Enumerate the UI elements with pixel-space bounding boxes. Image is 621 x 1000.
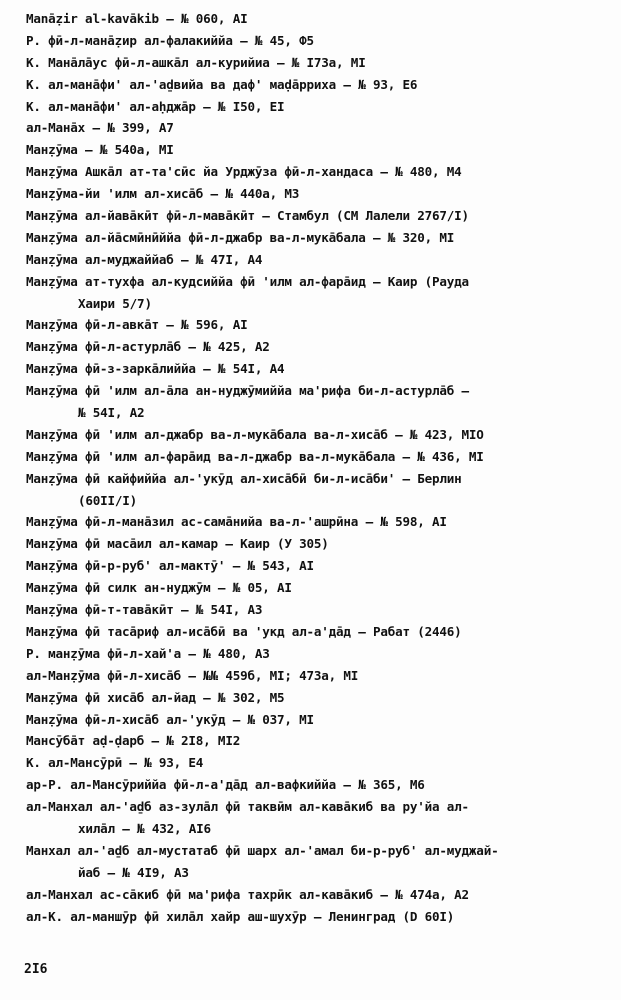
index-entry: Манẓӯма фӣ силк ан-нуджӯм – № 05, AI: [26, 580, 292, 596]
index-entry: Р. манẓӯма фӣ-л-хай'а – № 480, А3: [26, 645, 270, 661]
index-entry-continuation: № 54I, А2: [78, 405, 145, 421]
index-entry: Manāẓir al-kavākib – № 060, AI: [26, 11, 248, 26]
index-entry: Манẓӯма фӣ кайфиййа ал-'укӯд ал-хисāбӣ би-л-исāби' – Берлин: [26, 470, 462, 486]
index-entry: Манẓӯма – № 540а, MI: [26, 142, 174, 158]
index-entry: Манẓӯма фӣ-л-авкāт – № 596, AI: [26, 317, 248, 333]
index-entry: Манẓӯма фӣ-л-астурлāб – № 425, А2: [26, 339, 270, 355]
index-entry: Манẓӯма фӣ-т-тавāкӣт – № 54I, А3: [26, 602, 263, 618]
index-entry: Манẓӯма-йи 'илм ал-хисāб – № 440а, М3: [26, 186, 300, 202]
index-entry: Манẓӯма Ашкāл ат-та'сӣс йа Урджӯза фӣ-л-хандаса – № 480, М4: [26, 164, 462, 180]
index-entry-continuation: хилāл – № 432, AI6: [78, 820, 211, 836]
index-entry: ал-Манхал ал-'аḏб аз-зулāл фӣ таквӣм ал-кавāкиб ва ру'йа ал-: [26, 799, 469, 815]
page-number: 2I6: [24, 962, 48, 977]
index-entry: К. ал-манāфи' ал-'аḏвийа ва даф' маḍāрриха – № 93, Е6: [26, 76, 418, 92]
index-entry: Манẓӯма ал-йавāкӣт фӣ-л-мавāкӣт – Стамбул (СМ Лалели 2767/I): [26, 208, 469, 224]
index-entry-list: [26, 8, 606, 927]
index-entry: ал-Манāх – № 399, А7: [26, 120, 174, 136]
index-entry: ар-Р. ал-Мансӯриййа фӣ-л-а'дāд ал-вафкиййа – № 365, М6: [26, 777, 425, 793]
index-entry: Манẓӯма фӣ-з-заркāлиййа – № 54I, А4: [26, 361, 285, 377]
index-entry: Манẓӯма фӣ-р-руб' ал-мактӯ' – № 543, AI: [26, 558, 314, 574]
index-entry: ал-К. ал-маншӯр фӣ хилāл хайр аш-шухӯр – Ленинград (D 60I): [26, 908, 455, 924]
index-entry: Манẓӯма ал-муджаййаб – № 47I, А4: [26, 251, 263, 267]
index-entry: Манẓӯма фӣ-л-хисāб ал-'укӯд – № 037, MI: [26, 711, 314, 727]
index-entry: Манẓӯма ат-тухфа ал-кудсиййа фӣ 'илм ал-фарāид – Каир (Рауда: [26, 273, 469, 289]
index-entry: Мансӯбāт аḍ-ḍарб – № 2I8, MI2: [26, 733, 241, 749]
index-entry: Р. фӣ-л-манāẓир ал-фалакиййа – № 45, Ф5: [26, 32, 314, 48]
index-entry-continuation: (60II/I): [78, 492, 138, 508]
index-entry: Манẓӯма фӣ 'илм ал-джабр ва-л-мукāбала ва-л-хисāб – № 423, MIO: [26, 426, 484, 442]
index-entry: Манхал ал-'аḏб ал-мустатаб фӣ шарх ал-'амал би-р-руб' ал-муджай-: [26, 842, 499, 858]
index-entry: Манẓӯма фӣ масāил ал-камар – Каир (У 305): [26, 536, 329, 552]
index-entry: К. Манāлāус фӣ-л-ашкāл ал-курийиа – № I73а, MI: [26, 54, 366, 70]
index-entry-continuation: Хаири 5/7): [78, 295, 152, 311]
index-entry: Манẓӯма ал-йāсмӣнӣййа фӣ-л-джабр ва-л-мукāбала – № 320, MI: [26, 229, 455, 245]
index-entry: К. ал-манāфи' ал-аḥджāр – № I50, ЕI: [26, 98, 285, 114]
index-entry-continuation: йаб – № 4I9, А3: [78, 864, 189, 880]
index-entry: Манẓӯма фӣ 'илм ал-āла ан-нуджӯмиййа ма'рифа би-л-астурлāб –: [26, 383, 469, 399]
index-entry: Манẓӯма фӣ тасāриф ал-исāбӣ ва 'укд ал-а'дāд – Рабат (2446): [26, 623, 462, 639]
index-entry: ал-Манхал ас-сāкиб фӣ ма'рифа тахрӣк ал-кавāкиб – № 474а, А2: [26, 886, 469, 902]
index-entry: К. ал-Мансӯрӣ – № 93, Е4: [26, 755, 204, 771]
index-entry: Манẓӯма фӣ-л-манāзил ас-самāнийа ва-л-'ашрӣна – № 598, AI: [26, 514, 447, 530]
index-entry: Манẓӯма фӣ 'илм ал-фарāид ва-л-джабр ва-л-мукāбала – № 436, MI: [26, 448, 484, 464]
index-entry: ал-Манẓӯма фӣ-л-хисāб – №№ 459б, MI; 473а, MI: [26, 667, 359, 683]
index-entry: Манẓӯма фӣ хисāб ал-йад – № 302, М5: [26, 689, 285, 705]
